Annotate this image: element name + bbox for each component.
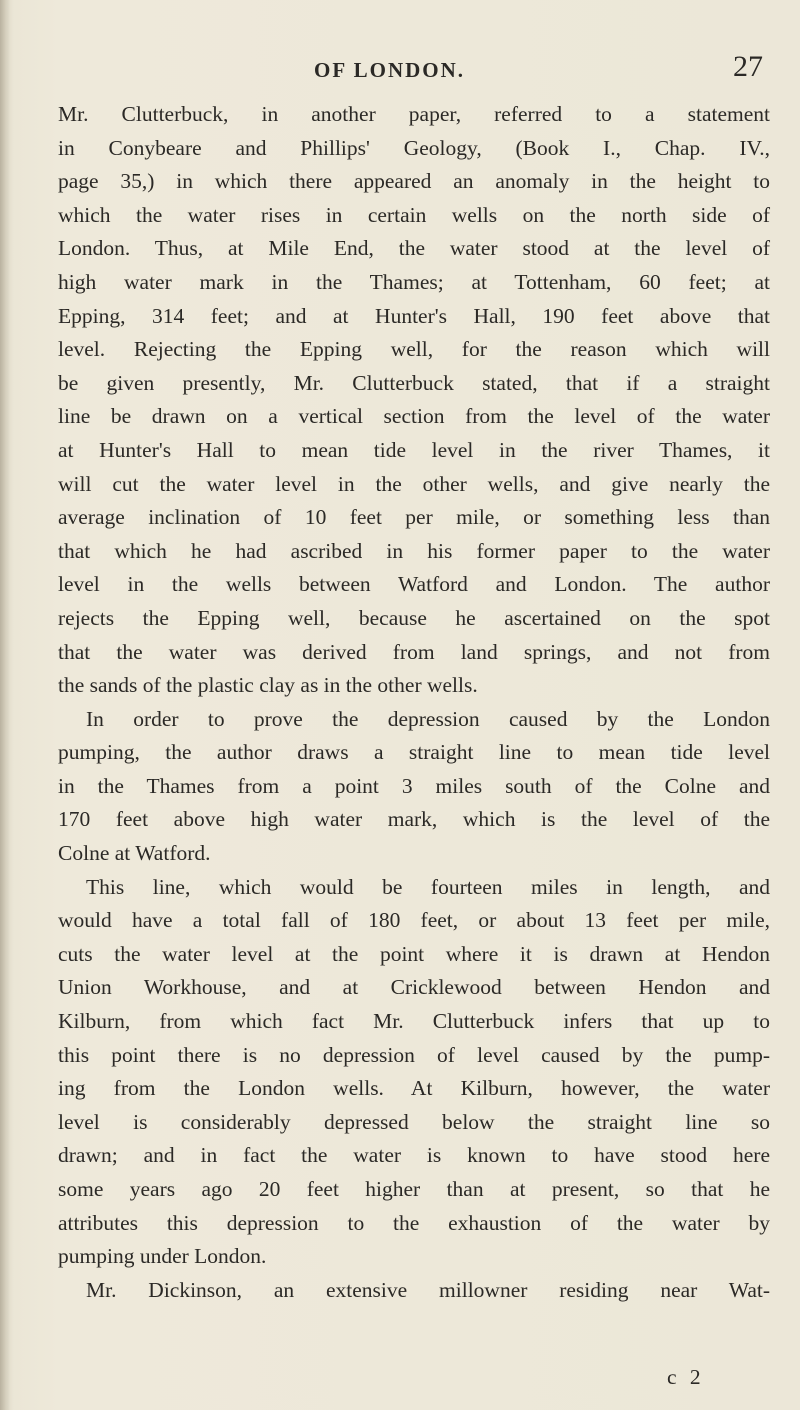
text-line: drawn; and in fact the water is known to have stood here bbox=[58, 1143, 770, 1168]
text-line: ing from the London wells. At Kilburn, however, the water bbox=[58, 1076, 770, 1101]
body-text bbox=[58, 98, 770, 1307]
running-title: OF LONDON. bbox=[314, 58, 466, 82]
text-line: attributes this depression to the exhaustion of the water by bbox=[58, 1210, 770, 1235]
text-line: that which he had ascribed in his former paper to the water bbox=[58, 538, 770, 563]
signature-mark: c 2 bbox=[667, 1365, 705, 1389]
text-line: Epping, 314 feet; and at Hunter's Hall, 190 feet above that bbox=[58, 303, 770, 328]
page-number: 27 bbox=[733, 50, 763, 83]
text-line: level is considerably depressed below the straight line so bbox=[58, 1109, 770, 1134]
text-line: 170 feet above high water mark, which is the level of the bbox=[58, 807, 770, 832]
running-head bbox=[0, 50, 800, 88]
text-line: This line, which would be fourteen miles in length, and bbox=[86, 874, 770, 899]
text-line: would have a total fall of 180 feet, or about 13 feet per mile, bbox=[58, 908, 770, 933]
text-line: high water mark in the Thames; at Tottenham, 60 feet; at bbox=[58, 269, 770, 294]
text-line: Mr. Clutterbuck, in another paper, referred to a statement bbox=[58, 102, 770, 126]
text-line: London. Thus, at Mile End, the water stood at the level of bbox=[58, 236, 770, 261]
text-line: be given presently, Mr. Clutterbuck stated, that if a straight bbox=[58, 370, 770, 395]
text-line: in the Thames from a point 3 miles south of the Colne and bbox=[58, 773, 770, 798]
text-line: some years ago 20 feet higher than at present, so that he bbox=[58, 1177, 770, 1201]
text-line: Colne at Watford. bbox=[58, 841, 211, 866]
text-line: that the water was derived from land springs, and not from bbox=[58, 639, 770, 664]
text-line: in Conybeare and Phillips' Geology, (Book I., Chap. IV., bbox=[58, 135, 770, 160]
text-line: will cut the water level in the other wells, and give nearly the bbox=[58, 471, 770, 496]
text-line: pumping, the author draws a straight line to mean tide level bbox=[58, 740, 770, 765]
text-line: pumping under London. bbox=[58, 1244, 267, 1269]
text-line: the sands of the plastic clay as in the other wells. bbox=[58, 673, 478, 698]
text-line: at Hunter's Hall to mean tide level in the river Thames, it bbox=[58, 437, 770, 462]
text-line: Kilburn, from which fact Mr. Clutterbuck infers that up to bbox=[58, 1009, 770, 1034]
text-line: In order to prove the depression caused by the London bbox=[86, 706, 770, 731]
text-line: rejects the Epping well, because he ascertained on the spot bbox=[58, 605, 770, 630]
text-line: line be drawn on a vertical section from the level of the water bbox=[58, 404, 770, 429]
text-line: level in the wells between Watford and London. The author bbox=[58, 572, 770, 597]
text-line: average inclination of 10 feet per mile, or something less than bbox=[58, 505, 770, 530]
text-line: this point there is no depression of level caused by the pump- bbox=[58, 1042, 770, 1067]
text-line: page 35,) in which there appeared an anomaly in the height to bbox=[58, 169, 770, 194]
text-line: Union Workhouse, and at Cricklewood between Hendon and bbox=[58, 975, 770, 1000]
text-line: Mr. Dickinson, an extensive millowner residing near Wat- bbox=[86, 1277, 770, 1302]
text-line: which the water rises in certain wells on the north side of bbox=[58, 202, 770, 227]
spine-shadow bbox=[0, 0, 10, 1410]
text-line: level. Rejecting the Epping well, for the reason which will bbox=[58, 337, 770, 362]
text-line: cuts the water level at the point where it is drawn at Hendon bbox=[58, 941, 770, 966]
